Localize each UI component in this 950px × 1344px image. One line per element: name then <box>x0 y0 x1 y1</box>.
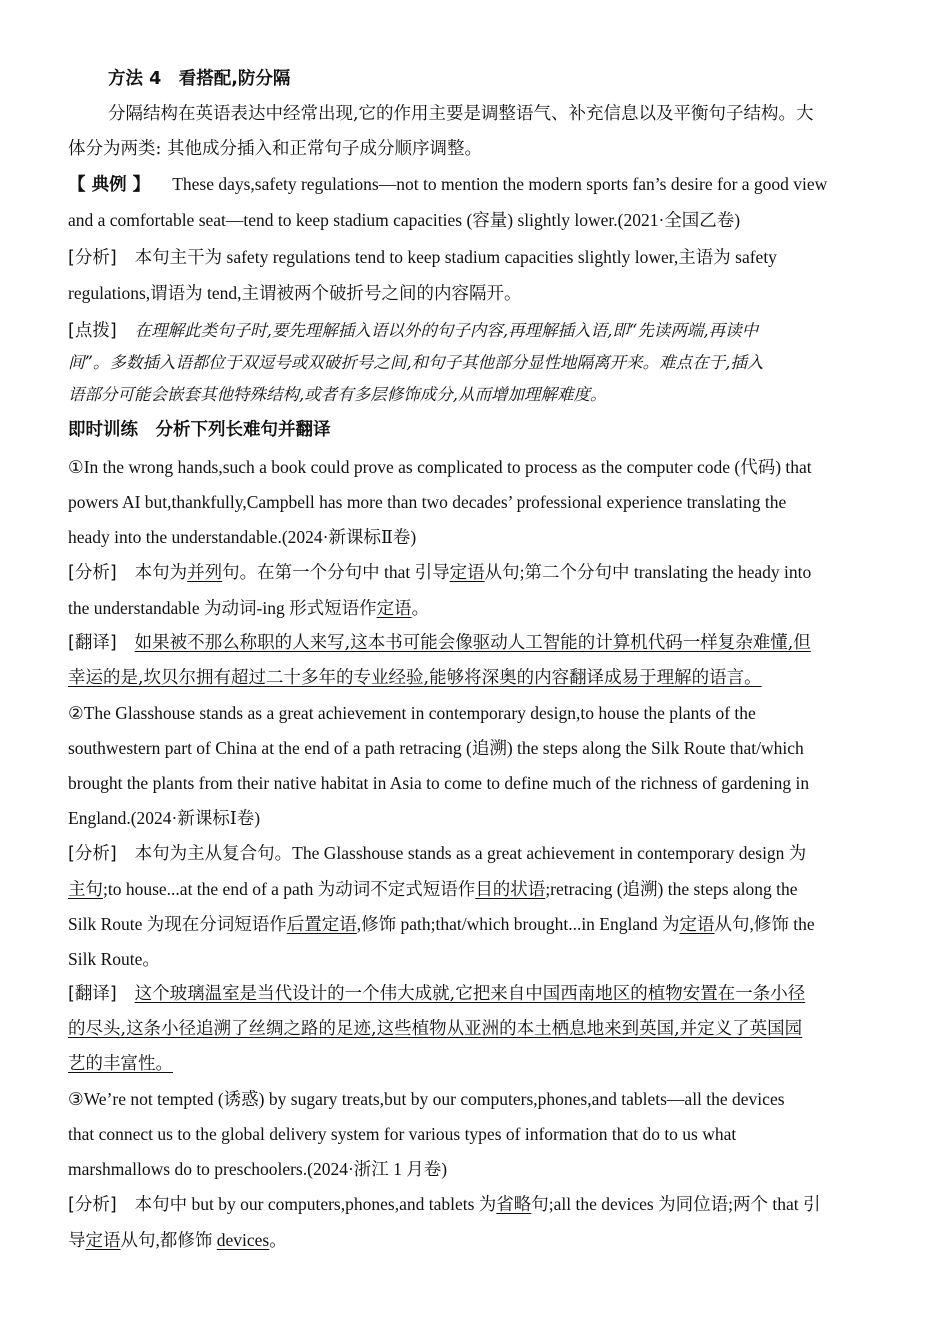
tip-line-2: 间”。多数插入语都位于双逗号或双破折号之间,和句子其他部分显性地隔离开来。难点在于,插入 <box>68 353 764 372</box>
q2-analysis-text: Silk Route 为现在分词短语作 <box>68 914 287 934</box>
tip-label: [点拨] <box>68 321 117 341</box>
method-intro-line-2: 体分为两类: 其他成分插入和正常句子成分顺序调整。 <box>68 139 482 159</box>
q3-analysis-line-2 <box>68 1223 884 1258</box>
q3-analysis-text: 从句,都修饰 <box>120 1230 217 1250</box>
q3-answer-blank: 省略 <box>496 1194 532 1214</box>
method-title: 方法 4 看搭配,防分隔 <box>108 69 291 89</box>
q2-answer-blank: 后置定语 <box>286 914 357 934</box>
q2-line-2: southwestern part of China at the end of a path retracing (追溯) the steps along the Silk Route that/which <box>68 738 804 758</box>
q2-translation-line-3 <box>68 1047 884 1082</box>
q1-answer-blank: 并列 <box>187 562 223 582</box>
q3-analysis-label: [分析] <box>68 1195 117 1215</box>
q2-analysis-text: 本句为主从复合句。The Glasshouse stands as a great achievement in contemporary design 为 <box>134 843 807 863</box>
q2-answer-blank: 主句 <box>68 879 103 899</box>
method-intro-line-1: 分隔结构在英语表达中经常出现,它的作用主要是调整语气、补充信息以及平衡句子结构。大 <box>108 104 814 124</box>
q2-analysis-text: ;to house...at the end of a path 为动词不定式短语作 <box>103 879 476 899</box>
q3-analysis-text: 。 <box>269 1230 287 1250</box>
q1-analysis-line-2 <box>68 591 884 626</box>
q2-analysis-label: [分析] <box>68 844 117 864</box>
example-line-2: and a comfortable seat—tend to keep stadium capacities (容量) slightly lower.(2021·全国乙卷) <box>68 210 741 230</box>
q3-analysis-text: 句;all the devices 为同位语;两个 that 引 <box>531 1194 821 1214</box>
q2-analysis-line-1 <box>68 836 884 872</box>
q1-line-1: ①In the wrong hands,such a book could prove as complicated to process as the computer code (代码) that <box>68 457 812 477</box>
q3-analysis-text: 本句中 but by our computers,phones,and tablets 为 <box>134 1194 497 1214</box>
practice-title: 即时训练 分析下列长难句并翻译 <box>68 420 331 440</box>
q1-analysis-label: [分析] <box>68 563 117 583</box>
q2-analysis-text: ;retracing (追溯) the steps along the <box>545 879 798 899</box>
q2-analysis-line-3 <box>68 907 884 942</box>
example-label: 【 典例 】 <box>68 175 151 195</box>
q1-analysis-text: the understandable 为动词-ing 形式短语作 <box>68 598 377 618</box>
q3-line-2: that connect us to the global delivery system for various types of information that do to us what <box>68 1124 737 1144</box>
q2-analysis-text: 从句,修饰 the <box>714 914 815 934</box>
q1-line-3: heady into the understandable.(2024·新课标Ⅱ卷) <box>68 527 417 547</box>
example-line-1 <box>68 167 884 203</box>
q1-analysis-text: 句。在第一个分句中 that 引导 <box>222 562 450 582</box>
analysis-0-line-1 <box>68 240 884 276</box>
q1-translation-text: 如果被不那么称职的人来写,这本书可能会像驱动人工智能的计算机代码一样复杂难懂,但 <box>134 633 811 653</box>
q2-translation-label: [翻译] <box>68 984 117 1004</box>
q2-line-3: brought the plants from their native habitat in Asia to come to define much of the richness of gardening in <box>68 773 810 793</box>
document-page <box>68 62 884 1258</box>
q3-line-3: marshmallows do to preschoolers.(2024·浙江 1 月卷) <box>68 1159 448 1179</box>
q1-answer-blank: 定语 <box>449 562 485 582</box>
q1-translation-line-1 <box>68 626 884 661</box>
q2-analysis-text: ,修饰 path;that/which brought...in England 为 <box>356 914 680 934</box>
q2-answer-blank: 目的状语 <box>475 879 546 899</box>
q3-analysis-text: 导 <box>68 1230 86 1250</box>
q3-answer-blank: 定语 <box>85 1230 121 1250</box>
example-text-1: These days,safety regulations—not to mention the modern sports fan’s desire for a good view <box>172 174 828 194</box>
q1-translation-line-2 <box>68 661 884 696</box>
q3-analysis-line-1 <box>68 1187 884 1223</box>
tip-line-3: 语部分可能会嵌套其他特殊结构,或者有多层修饰成分,从而增加理解难度。 <box>68 385 607 404</box>
q2-translation-line-1 <box>68 977 884 1012</box>
q1-translation-label: [翻译] <box>68 633 117 653</box>
q2-translation-line-2 <box>68 1012 884 1047</box>
q1-translation-text: 幸运的是,坎贝尔拥有超过二十多年的专业经验,能够将深奥的内容翻译成易于理解的语言。 <box>68 668 762 688</box>
q2-translation-text: 的尽头,这条小径追溯了丝绸之路的足迹,这些植物从亚洲的本土栖息地来到英国,并定义了英国园 <box>68 1019 803 1039</box>
analysis-0-text-1: 本句主干为 safety regulations tend to keep stadium capacities slightly lower,主语为 safety <box>134 247 777 267</box>
q1-line-2: powers AI but,thankfully,Campbell has more than two decades’ professional experience translating the <box>68 492 787 512</box>
tip-line-1 <box>68 315 884 347</box>
analysis-0-line-2: regulations,谓语为 tend,主谓被两个破折号之间的内容隔开。 <box>68 283 522 303</box>
q1-answer-blank: 定语 <box>376 598 412 618</box>
q3-line-1: ③We’re not tempted (诱惑) by sugary treats,but by our computers,phones,and tablets—all the devices <box>68 1089 785 1109</box>
q2-line-1: ②The Glasshouse stands as a great achievement in contemporary design,to house the plants of the <box>68 703 756 723</box>
q1-analysis-text: 本句为 <box>134 562 188 582</box>
analysis-0-label: [分析] <box>68 248 117 268</box>
q2-analysis-line-4: Silk Route。 <box>68 949 160 969</box>
q1-analysis-text: 。 <box>411 598 430 618</box>
q2-translation-text: 艺的丰富性。 <box>68 1054 173 1074</box>
q2-answer-blank: 定语 <box>679 914 715 934</box>
q2-line-4: England.(2024·新课标Ⅰ卷) <box>68 808 261 828</box>
q2-analysis-line-2 <box>68 872 884 907</box>
q3-answer-blank: devices <box>216 1230 270 1250</box>
q2-translation-text: 这个玻璃温室是当代设计的一个伟大成就,它把来自中国西南地区的植物安置在一条小径 <box>134 984 806 1004</box>
q1-analysis-line-1 <box>68 555 884 591</box>
tip-text-1: 在理解此类句子时,要先理解插入语以外的句子内容,再理解插入语,即“先读两端,再读中 <box>134 321 759 340</box>
q1-analysis-text: 从句;第二个分句中 translating the heady into <box>484 562 812 582</box>
